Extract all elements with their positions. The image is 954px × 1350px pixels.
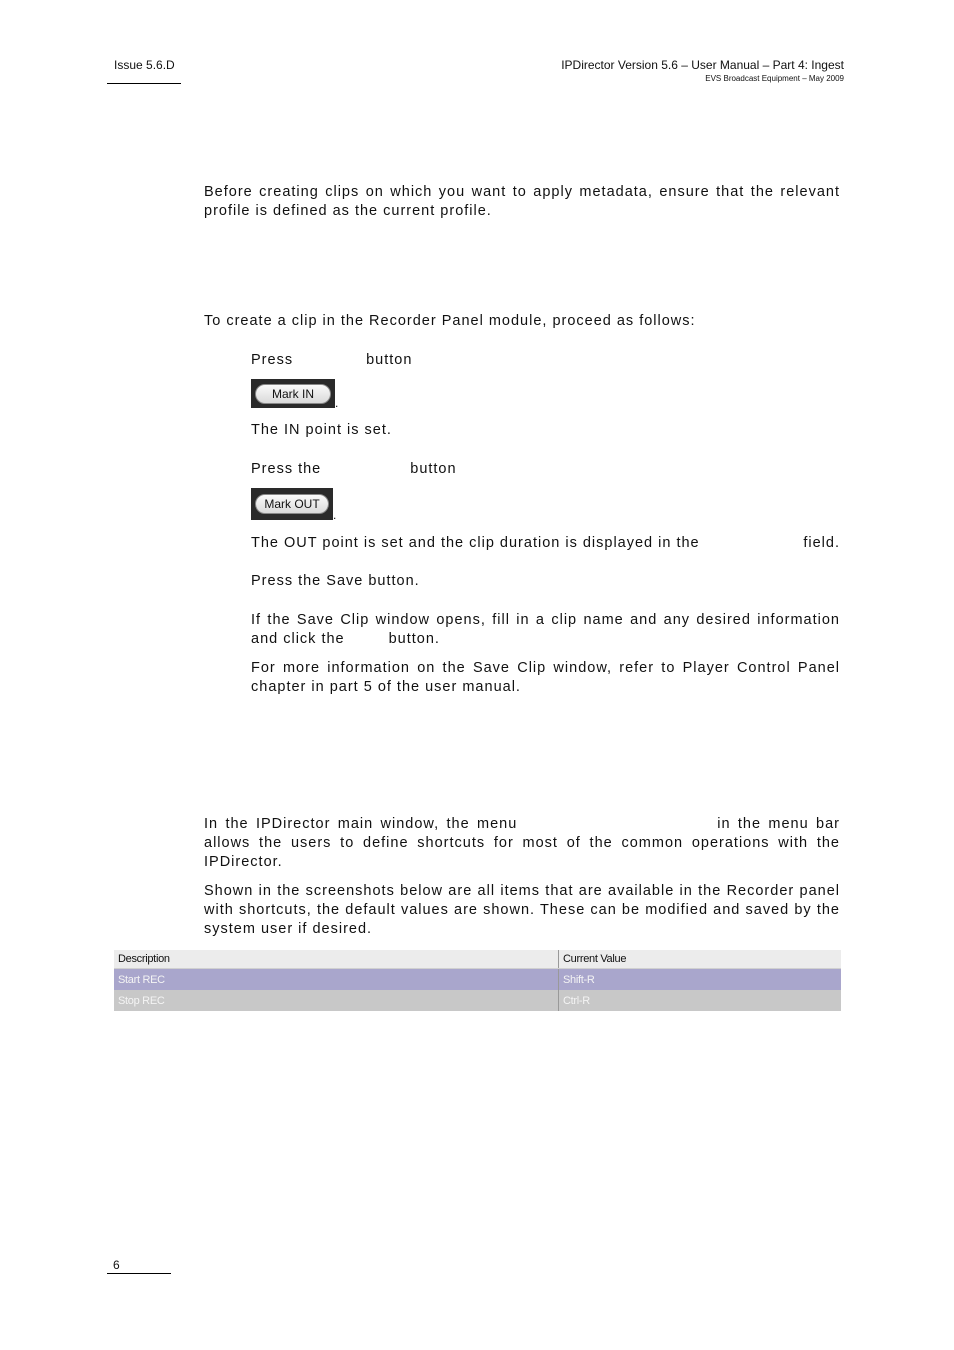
mark-in-screenshot <box>251 379 335 408</box>
footer-rule <box>107 1273 171 1274</box>
shortcuts-paragraph-2: Shown in the screenshots below are all items that are available in the Recorder panel with shortcuts, the default values are shown. These can be modified and saved by the system user if desired. <box>204 883 840 937</box>
table-header <box>114 950 841 969</box>
table-row[interactable] <box>114 969 841 990</box>
step-3: Press the Save button. <box>251 573 420 589</box>
row-current-value: Shift-R <box>563 973 595 986</box>
step-2-suffix: button <box>410 461 457 477</box>
step-1-prefix: Press <box>251 352 294 368</box>
step-4 <box>251 611 840 649</box>
shortcuts-paragraph-1 <box>204 815 840 872</box>
period-mark: . <box>333 508 337 522</box>
step-1-suffix: button <box>366 352 413 368</box>
step-1 <box>251 351 840 370</box>
header-rule <box>107 83 181 84</box>
mark-in-button[interactable]: Mark IN <box>255 384 331 404</box>
row-description: Stop REC <box>114 990 559 1011</box>
step-2 <box>251 460 840 479</box>
shortcuts-table <box>114 950 841 1011</box>
page-number: 6 <box>113 1258 120 1272</box>
step-2-prefix: Press the <box>251 461 322 477</box>
row-description: Start REC <box>114 969 559 990</box>
doc-header <box>561 58 844 83</box>
step-4-suffix: button. <box>388 631 440 647</box>
shortcuts-p1-prefix: In the IPDirector main window, the menu <box>204 816 518 832</box>
doc-title: IPDirector Version 5.6 – User Manual – Part 4: Ingest <box>561 58 844 72</box>
header-current-value[interactable]: Current Value <box>563 953 627 965</box>
procedure-intro: To create a clip in the Recorder Panel module, proceed as follows: <box>204 313 696 329</box>
table-row[interactable] <box>114 990 841 1011</box>
mark-out-button[interactable]: Mark OUT <box>255 494 329 514</box>
header-description[interactable]: Description <box>114 950 559 968</box>
step-4-prefix: If the Save Clip window opens, fill in a clip name and any desired information and click the <box>251 612 840 647</box>
row-current-value: Ctrl-R <box>563 994 590 1007</box>
step-4-note: For more information on the Save Clip window, refer to Player Control Panel chapter in part 5 of the user manual. <box>251 660 840 695</box>
step-1-result: The IN point is set. <box>251 422 392 438</box>
step-2-result <box>251 534 840 553</box>
issue-label: Issue 5.6.D <box>114 58 175 72</box>
step-2-result-suffix: field. <box>803 535 840 551</box>
period-mark: . <box>335 396 339 410</box>
shortcuts-p1-suffix: in the menu bar allows the users to define shortcuts for most of the common operations with the IPDirector. <box>204 816 840 870</box>
mark-out-screenshot <box>251 488 333 520</box>
doc-subtitle: EVS Broadcast Equipment – May 2009 <box>705 74 844 83</box>
intro-paragraph: Before creating clips on which you want to apply metadata, ensure that the relevant profile is defined as the current profile. <box>204 184 840 219</box>
step-2-result-prefix: The OUT point is set and the clip duration is displayed in the <box>251 535 700 551</box>
